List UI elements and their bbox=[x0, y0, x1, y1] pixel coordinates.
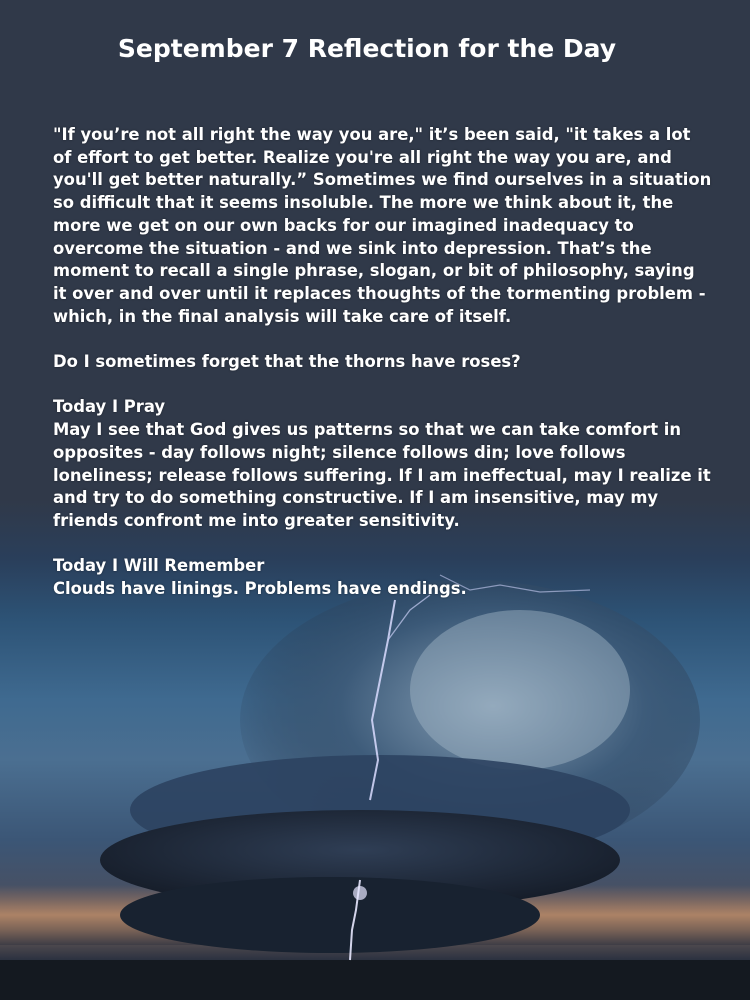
prayer-heading: Today I Pray bbox=[53, 397, 166, 417]
prayer-text: May I see that God gives us patterns so that we can take comfort in opposites - day follows night; silence follows din; love follows loneliness; release follows suffering. If I am ineffectual, may I realize it and try to do something constructive. If I am insensitive, may my friends confront me into greater sensitivity. bbox=[53, 420, 711, 530]
prayer-section bbox=[53, 396, 713, 532]
reflection-body bbox=[53, 124, 713, 623]
remember-section bbox=[53, 555, 713, 600]
remember-heading: Today I Will Remember bbox=[53, 556, 265, 576]
reflection-paragraph: "If you’re not all right the way you are," it’s been said, "it takes a lot of effort to get better. Realize you're all right the way you are, and you'll get better naturally.” Sometimes we find ourselves in a situation so difficult that it seems insoluble. The more we think about it, the more we get on our own backs for our imagined inadequacy to overcome the situation - and we sink into depression. That’s the moment to recall a single phrase, slogan, or bit of philosophy, saying it over and over until it replaces thoughts of the tormenting problem - which, in the final analysis will take care of itself. bbox=[53, 125, 712, 326]
reflection-question: Do I sometimes forget that the thorns have roses? bbox=[53, 352, 521, 372]
remember-text: Clouds have linings. Problems have endings. bbox=[53, 579, 467, 599]
page-title: September 7 Reflection for the Day bbox=[117, 34, 617, 63]
